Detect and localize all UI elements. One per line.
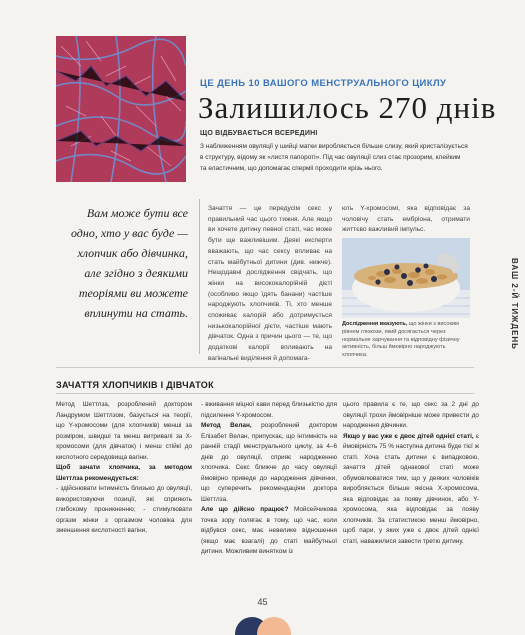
same-sex-heading: Якщо у вас уже є двоє дітей однієї статі, [343, 432, 474, 440]
shettles-list: - здійснювати інтимність близько до овуляції, використовуючи позиції, які сприяють глибокому проникненню; - стимулювати оргазм жінки з оргазмом чоловіка для зменшення кислотності вагіни, [56, 485, 192, 534]
day-number-label: ЦЕ ДЕНЬ 10 [200, 78, 260, 89]
article-column-1: Зачаття — це передусім секс у правильний час цього тижня. Але якщо ви хочете дитину певної статі, час може бути ще важливішим. Деякі експерти вважають, що час сексу впливає на стать майбутньої дитини (див. нижче). Нещодавні дослідження свідчать, що жінки на висококалорійній дієті (особливо якщо їдять банани) частіше народжують хлопчиків. Ті, хто менше споживає калорій або дотримується низькокалорійної дієти, частіше мають дівчаток. Одна з причин цього — те, що додаткові калорії впливають на вагінальні виділення й допомага- [208, 205, 332, 362]
photo-caption [342, 321, 472, 360]
cereal-bowl-graphic [342, 238, 470, 318]
section-column-2 [201, 400, 337, 558]
cycle-label: ВАШОГО МЕНСТРУАЛЬНОГО ЦИКЛУ [262, 78, 447, 89]
inside-section-title: ЩО ВІДБУВАЄТЬСЯ ВСЕРЕДИНІ [200, 130, 318, 137]
exception-text: цього правила є те, що секс за 2 дні до овуляції трохи ймовірніше може привести до народження дівчинки. [343, 401, 479, 429]
peach-circle [257, 617, 291, 635]
pull-quote: Вам може бути все одно, хто у вас буде — хлопчик або дівчинка, але згідно з деякими теоріями ви можете вплинути на стать. [70, 206, 188, 320]
week-side-tab: ВАШ 2-Й ТИЖДЕНЬ [510, 258, 519, 350]
whelan-heading: Метод Велан, [201, 422, 252, 429]
section-column-3 [343, 400, 479, 547]
cereal-bowl-photo [342, 238, 470, 318]
day-eyebrow [200, 78, 446, 89]
page-title: Залишилось 270 днів [198, 90, 497, 125]
whelan-text: розроблений доктором Елізабет Велан, припускає, що інтимність на ранній стадії менструального циклу, за 4–6 днів до овуляції, сприяє народженню хлопчика. Секс ближче до часу овуляції ймовірно приведе до народження дівчинки, що суперечить рекомендаціям доктора Шеттлза. [201, 422, 337, 503]
inside-section-text: З наближенням овуляції у шийці матки виробляється більше слизу, який кристалізується в структуру, відому як «листя папороті». Під час овуляції слиз стає прозорим, клейким та еластичним, що допомагає сперміі проходити крізь нього. [200, 143, 468, 172]
article-column-2: ють Y-хромосомі, яка відповідає за чоловічу стать ембріона, отримати життєво важливий імпульс. [342, 205, 470, 234]
photo-caption-text: що жінки з високим рівнем глюкози, який досягається через нормальне харчування та відповідну фізичну активність, більш ймовірно народжують хлопчика. [342, 321, 460, 359]
section-title: ЗАЧАТТЯ ХЛОПЧИКІВ І ДІВЧАТОК [56, 380, 214, 390]
decorative-circles [232, 610, 292, 635]
section-divider [56, 367, 474, 368]
what-works-heading: Але що дійсно працює? [201, 506, 289, 513]
section-column-1 [56, 400, 192, 537]
quote-divider [199, 199, 200, 354]
shettles-boy-heading: Щоб зачати хлопчика, за методом Шеттлза рекомендується: [56, 464, 192, 482]
fern-pattern-graphic [56, 36, 186, 182]
page-number: 45 [257, 597, 268, 607]
fern-crystal-image [56, 36, 186, 182]
section-title-rule [56, 393, 474, 394]
what-works-text: Мойсейчикова точка зору полягає в тому, що час, коли відбувся секс, має невелике відношення (якщо має взагалі) до статі майбутньої дитини. Можливим винятком із [201, 506, 337, 555]
shettles-text: Метод Шеттлза, розроблений доктором Ландрумом Шеттлзом, базується на теорії, що Y-хромосоми (для хлопчиків) менші за розміром, швидші та менш витривалі за X-хромосоми (для дівчаток) і менш стійкі до кислотного середовища вагіни. [56, 401, 192, 461]
same-sex-text: є ймовірність 75 % наступна дитина буде тієї ж статі. Хоча стать дитини є випадковою, зачаття дітей однакової статі може обумовлюватися тим, що у деяких чоловіків виробляється більше якісна X-хромосома, яка відповідає за появу дівчинок, або Y-хромосома, яка відповідає за появу хлопчиків. За статистикою менш ймовірно, щоб пари, у яких уже є двоє дітей однієї статі, наважилися завести третю дитину. [343, 432, 479, 545]
coffee-tip: - вживання міцної кави перед близькістю для підсилення Y-хромосом. [201, 401, 337, 419]
photo-caption-lead: Дослідження вказують, [342, 321, 408, 327]
